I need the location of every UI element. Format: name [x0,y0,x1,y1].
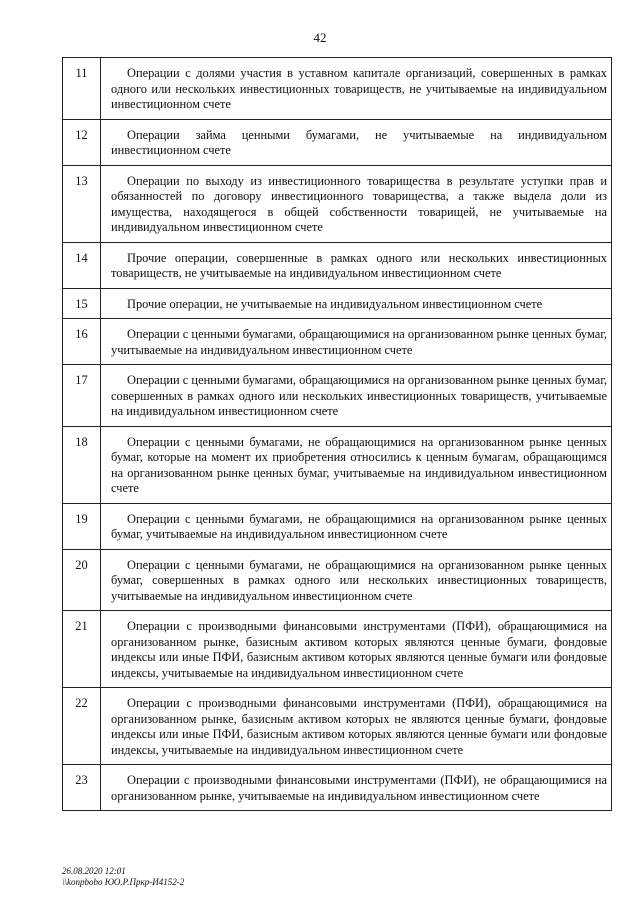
table-row [63,365,612,427]
footer-file-path: \\konpbobo ЮО.Р.Пркр-И4152-2 [62,877,185,887]
row-text-cell [101,611,612,688]
footer-date: 26.08.2020 12:01 [62,866,126,876]
row-text: Операции с ценными бумагами, не обращающимися на организованном рынке ценных бумаг, совершенных в рамках одного или нескольких инвестиционных товариществ, учитываемые на индивидуальном инвестиционном счете [111,557,607,603]
row-text-cell [101,165,612,242]
table-row [63,426,612,503]
table-row [63,503,612,549]
row-text: Операции с ценными бумагами, обращающимися на организованном рынке ценных бумаг, совершенных в рамках одного или нескольких инвестиционных товариществ, учитываемые на индивидуальном инвестиционном счете [111,373,607,418]
row-number: 14 [63,242,101,288]
table-row [63,58,612,120]
row-number: 18 [63,426,101,503]
table-row [63,288,612,319]
row-text-cell [101,549,612,611]
row-text: Операции с ценными бумагами, не обращающимися на организованном рынке ценных бумаг, учитываемые на индивидуальном инвестиционном счете [111,511,607,541]
table-row [63,165,612,242]
row-number: 20 [63,549,101,611]
row-text-cell [101,365,612,427]
row-number: 11 [63,58,101,120]
row-number: 17 [63,365,101,427]
row-text-cell [101,688,612,765]
row-text-cell [101,426,612,503]
table-row [63,549,612,611]
row-text: Операции с ценными бумагами, не обращающимися на организованном рынке ценных бумаг, которые на момент их приобретения относились к ценным бумагам, обращающимся на организованном рынке ценных бумаг, учитываемые на индивидуальном инвестиционном счете [111,434,607,495]
row-number: 16 [63,319,101,365]
operations-table-body [63,58,612,811]
row-text-cell [101,288,612,319]
document-footer [62,866,184,888]
row-text: Прочие операции, не учитываемые на индивидуальном инвестиционном счете [127,296,543,311]
row-text: Операции с производными финансовыми инструментами (ПФИ), обращающимися на организованном рынке, базисным активом которых являются ценные бумаги, фондовые индексы или иные ПФИ, базисным активом которых являются ценные бумаги или фондовые индексы, учитываемые на индивидуальном инвестиционном счете [111,619,607,680]
row-number: 12 [63,119,101,165]
row-text-cell [101,765,612,811]
row-text: Операции по выходу из инвестиционного товарищества в результате уступки прав и обязанностей по договору инвестиционного товарищества, а также выдела доли из имущества, находящегося в общей собственности товарищей, не учитываемые на индивидуальном инвестиционном счете [111,173,607,234]
row-number: 22 [63,688,101,765]
row-text: Операции с производными финансовыми инструментами (ПФИ), не обращающимися на организованном рынке, учитываемые на индивидуальном инвестиционном счете [111,773,607,803]
table-row [63,688,612,765]
row-text: Операции с ценными бумагами, обращающимися на организованном рынке ценных бумаг, учитываемые на индивидуальном инвестиционном счете [111,327,607,357]
row-text-cell [101,503,612,549]
row-text-cell [101,319,612,365]
table-row [63,611,612,688]
row-text-cell [101,119,612,165]
row-text: Операции займа ценными бумагами, не учитываемые на индивидуальном инвестиционном счете [111,127,607,157]
row-text: Прочие операции, совершенные в рамках одного или нескольких инвестиционных товариществ, не учитываемые на индивидуальном инвестиционном счете [111,250,607,280]
row-number: 23 [63,765,101,811]
row-text: Операции с производными финансовыми инструментами (ПФИ), обращающимися на организованном рынке, базисным активом которых не являются ценные бумаги, фондовые индексы или иные ПФИ, базисным активом которых являются ценные бумаги или фондовые индексы, учитываемые на индивидуальном инвестиционном счете [111,696,607,757]
row-text-cell [101,242,612,288]
row-text: Операции с долями участия в уставном капитале организаций, совершенных в рамках одного или нескольких инвестиционных товариществ, не учитываемые на индивидуальном инвестиционном счете [111,66,607,111]
row-number: 15 [63,288,101,319]
table-row [63,242,612,288]
row-number: 19 [63,503,101,549]
row-number: 21 [63,611,101,688]
page-number: 42 [313,30,327,45]
table-row [63,119,612,165]
table-row [63,319,612,365]
row-number: 13 [63,165,101,242]
operations-table [62,57,612,811]
row-text-cell [101,58,612,120]
table-row [63,765,612,811]
